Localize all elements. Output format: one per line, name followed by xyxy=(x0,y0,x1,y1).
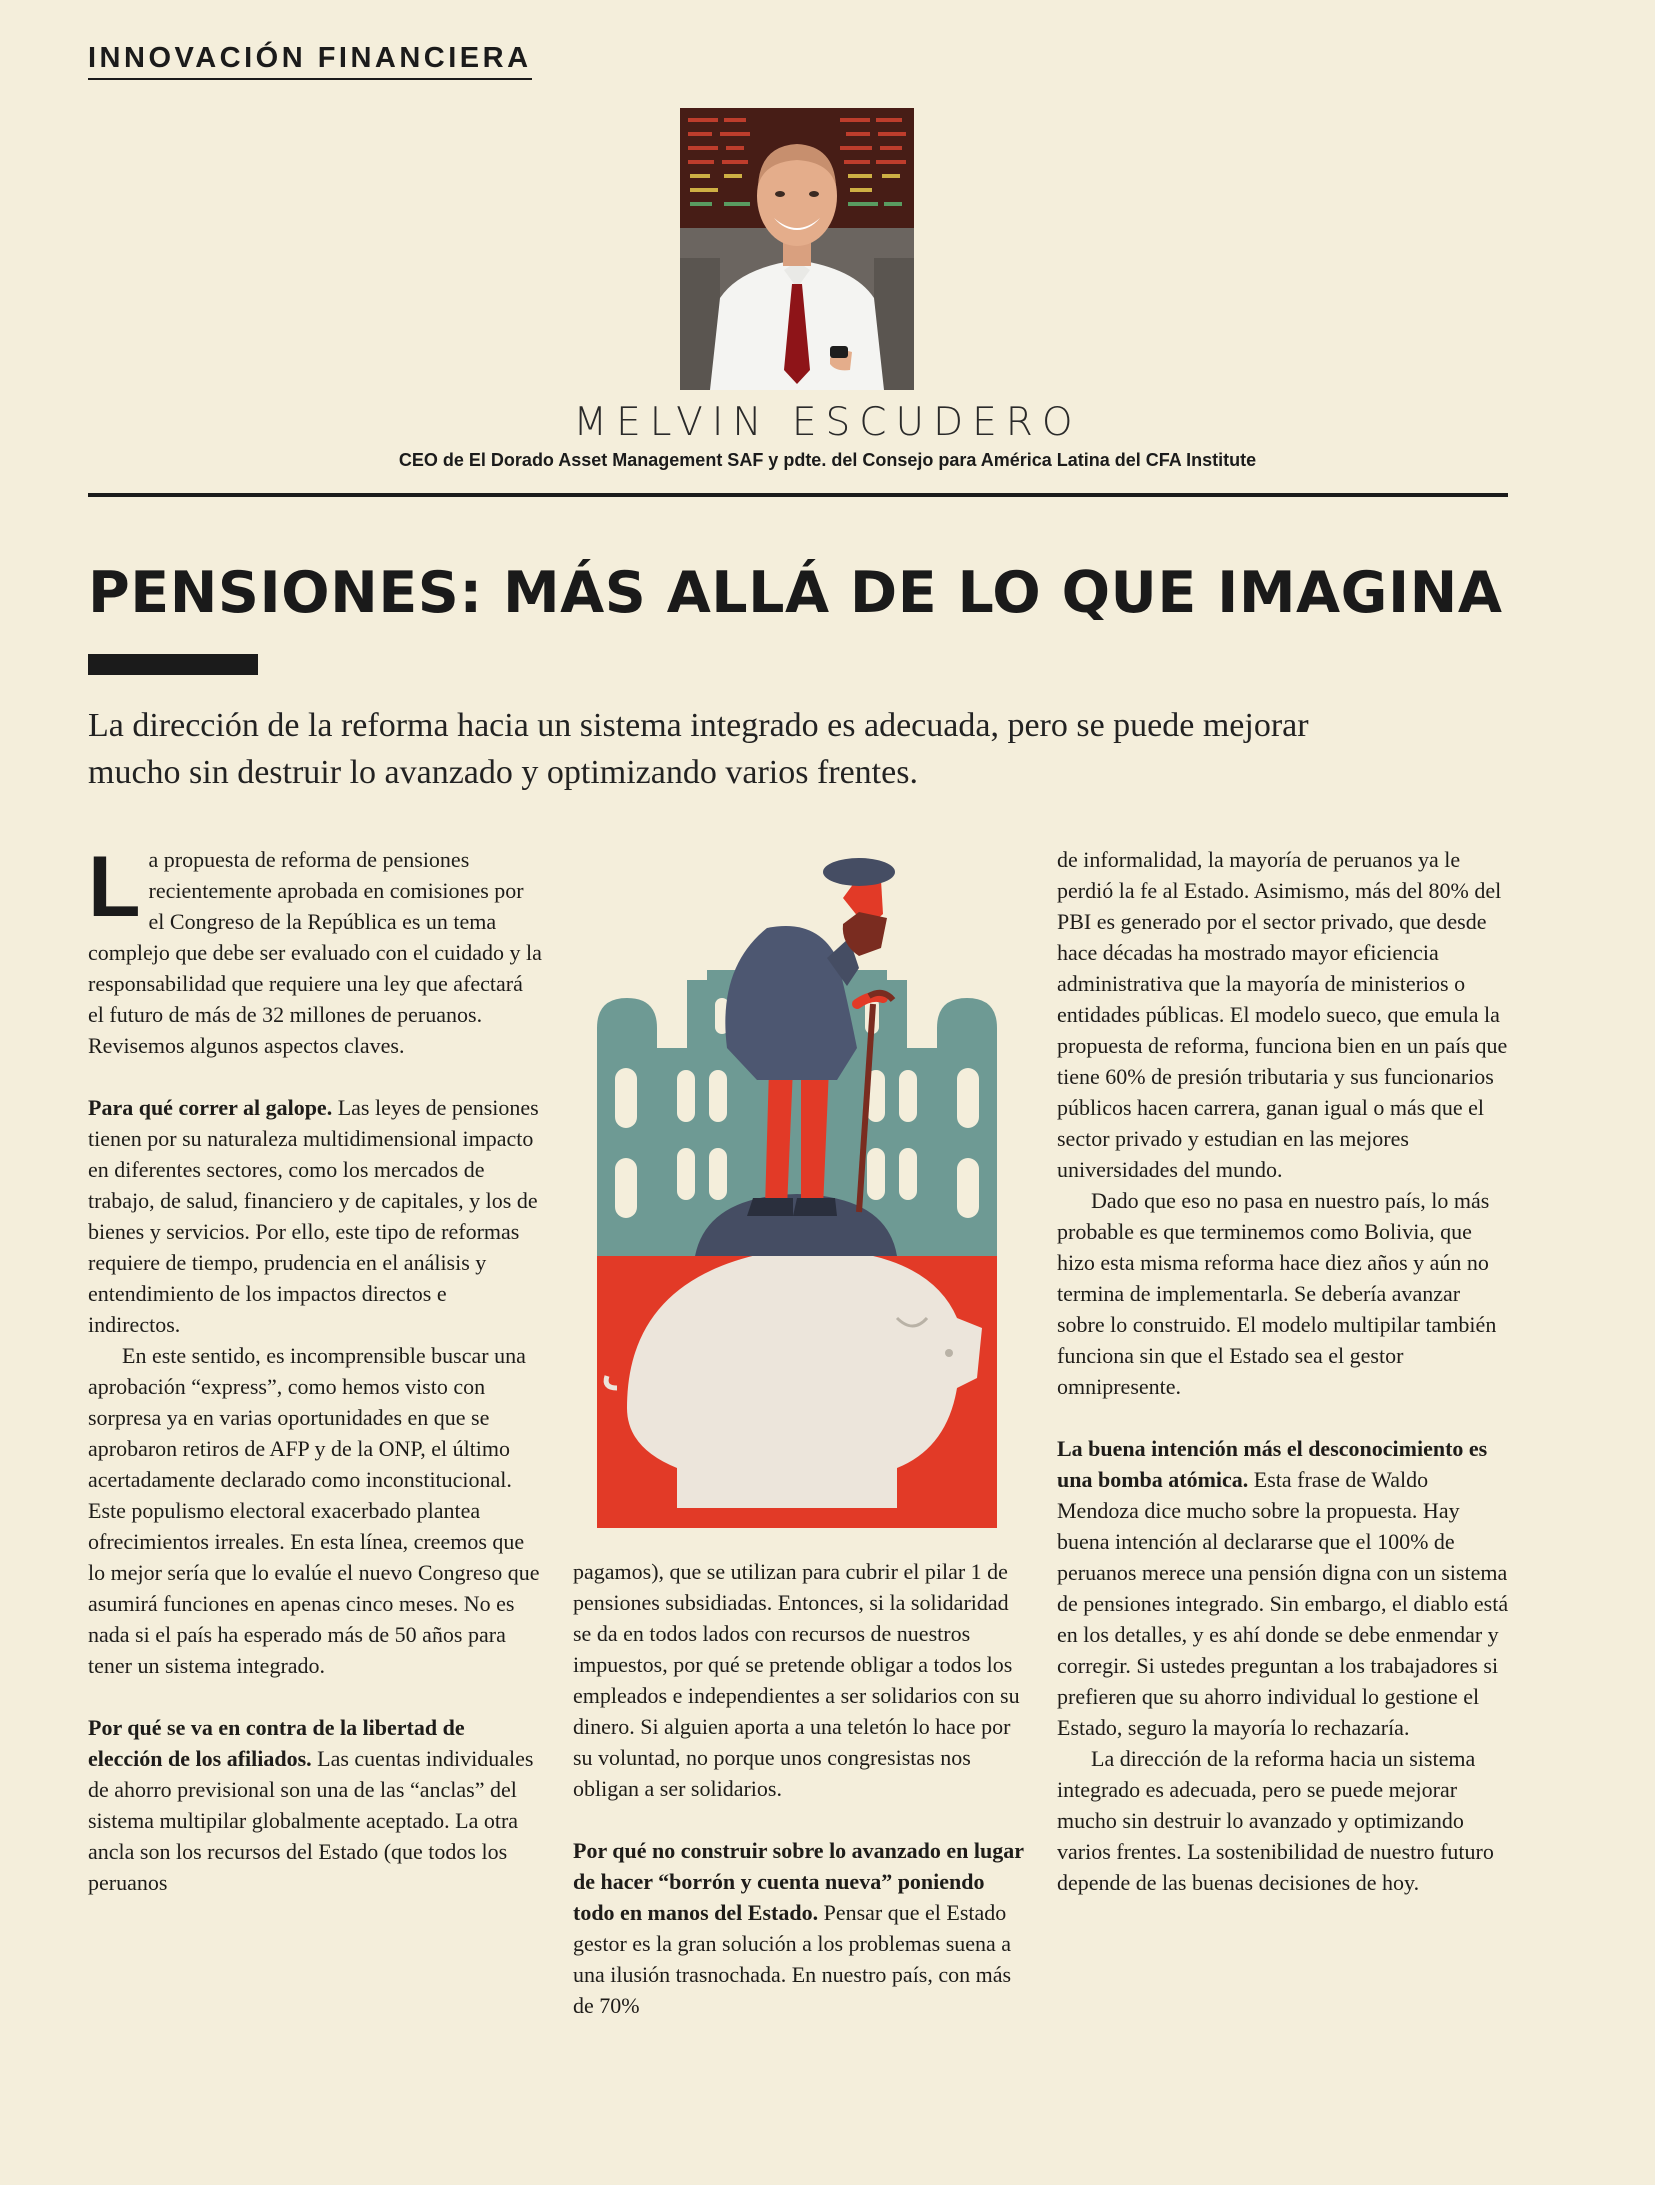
author-name: MELVIN ESCUDERO xyxy=(573,400,1082,445)
section-lead-galope: Para qué correr al galope. xyxy=(88,1095,333,1120)
section-lead-avanzado: Por qué no construir sobre lo avanzado en lugar de hacer “borrón y cuenta nueva” poniendo todo en manos del Estado. xyxy=(573,1838,1024,1925)
intro-paragraph: La propuesta de reforma de pensiones recientemente aprobada en comisiones por el Congreso de la República es un tema complejo que debe ser evaluado con el cuidado y la responsabilidad que requiere una ley que afectará el futuro de más de 32 millones de peruanos. Revisemos algunos aspectos claves. xyxy=(88,839,542,1058)
deck: La dirección de la reforma hacia un sistema integrado es adecuada, pero se puede mejorar mucho sin destruir lo avanzado y optimizando varios frentes. xyxy=(88,707,1309,791)
pension-illustration xyxy=(597,848,997,1528)
closing-paragraph: La dirección de la reforma hacia un sistema integrado es adecuada, pero se puede mejorar mucho sin destruir lo avanzado y optimizando varios frentes. La sostenibilidad de nuestro futuro depende de las buenas decisiones de hoy. xyxy=(1057,1746,1494,1895)
section-para-avanzado: Por qué no construir sobre lo avanzado en lugar de hacer “borrón y cuenta nueva” poniendo todo en manos del Estado. Pensar que el Estado gestor es la gran solución a los problemas suena a una ilusión trasnochada. En nuestro país, con más de 70% xyxy=(573,1838,1024,2018)
headline: PENSIONES: MÁS ALLÁ DE LO QUE IMAGINA xyxy=(88,560,1503,626)
column-3 xyxy=(1057,844,1512,1898)
top-rule xyxy=(88,493,1508,497)
author-role: CEO de El Dorado Asset Management SAF y pdte. del Consejo para América Latina del CFA Institute xyxy=(398,450,1257,470)
paragraph-solidaridad: pagamos), que se utilizan para cubrir el pilar 1 de pensiones subsidiadas. Entonces, si la solidaridad se da en todos lados con recursos de nuestros impuestos, por qué se pretende obligar a todos los empleados e independientes a ser solidarios con su dinero. Si alguien aporta a una teletón lo hace por su voluntad, no porque unos congresistas nos obligan a ser solidarios. xyxy=(573,1559,1020,1801)
paragraph-bolivia: Dado que eso no pasa en nuestro país, lo más probable es que terminemos como Bolivia, que hizo esta misma reforma hace diez años y aún no termina de implementarla. Se debería avanzar sobre lo construido. El modelo multipilar también funciona sin que el Estado sea el gestor omnipresente. xyxy=(1057,1188,1497,1399)
drop-cap: L xyxy=(88,839,141,935)
section-para-libertad: Por qué se va en contra de la libertad de elección de los afiliados. Las cuentas individuales de ahorro previsional son una de las “anclas” del sistema multipilar globalmente aceptado. La otra ancla son los recursos del Estado (que todos los peruanos xyxy=(88,1715,534,1895)
section-para-bomba: La buena intención más el desconocimiento es una bomba atómica. Esta frase de Waldo Mendoza dice mucho sobre la propuesta. Hay buena intención al declararse que el 100% de peruanos merece una pensión digna con un sistema de pensiones integrado. Sin embargo, el diablo está en los detalles, y es ahí donde se debe enmendar y corregir. Si ustedes preguntan a los trabajadores si prefieren que su ahorro individual lo gestione el Estado, seguro la mayoría lo rechazaría. xyxy=(1057,1436,1509,1740)
paragraph-informalidad: de informalidad, la mayoría de peruanos ya le perdió la fe al Estado. Asimismo, más del 80% del PBI es generado por el sector privado, que desde hace décadas ha mostrado mayor eficiencia administrativa que la mayoría de ministerios o entidades públicas. El modelo sueco, que emula la propuesta de reforma, funciona bien en un país que tiene 60% de presión tributaria y sus funcionarios públicos hacen carrera, ganan igual o más que el sector privado y estudian en las mejores universidades del mundo. xyxy=(1057,847,1508,1182)
section-para-galope: Para qué correr al galope. Las leyes de pensiones tienen por su naturaleza multidimensional impacto en diferentes sectores, como los mercados de trabajo, de salud, financiero y de capitales, y los de bienes y servicios. Por ello, este tipo de reformas requiere de tiempo, prudencia en el análisis y entendimiento de los impactos directos e indirectos. xyxy=(88,1095,539,1337)
section-lead-libertad: Por qué se va en contra de la libertad de elección de los afiliados. xyxy=(88,1715,465,1771)
paragraph-express: En este sentido, es incomprensible buscar una aprobación “express”, como hemos visto con sorpresa ya en varias oportunidades en que se aprobaron retiros de AFP y de la ONP, el último acertadamente declarado como inconstitucional. Este populismo electoral exacerbado plantea ofrecimientos irreales. En esta línea, creemos que lo mejor sería que lo evalúe el nuevo Congreso que asumirá funciones en apenas cinco meses. No es nada si el país ha esperado más de 50 años para tener un sistema integrado. xyxy=(88,1343,540,1678)
section-label: INNOVACIÓN FINANCIERA xyxy=(88,42,532,80)
author-portrait xyxy=(680,108,914,390)
column-1 xyxy=(88,839,543,1898)
section-lead-bomba: La buena intención más el desconocimiento es una bomba atómica. xyxy=(1057,1436,1488,1492)
headline-accent-bar xyxy=(88,654,258,675)
column-2 xyxy=(573,1556,1028,2021)
